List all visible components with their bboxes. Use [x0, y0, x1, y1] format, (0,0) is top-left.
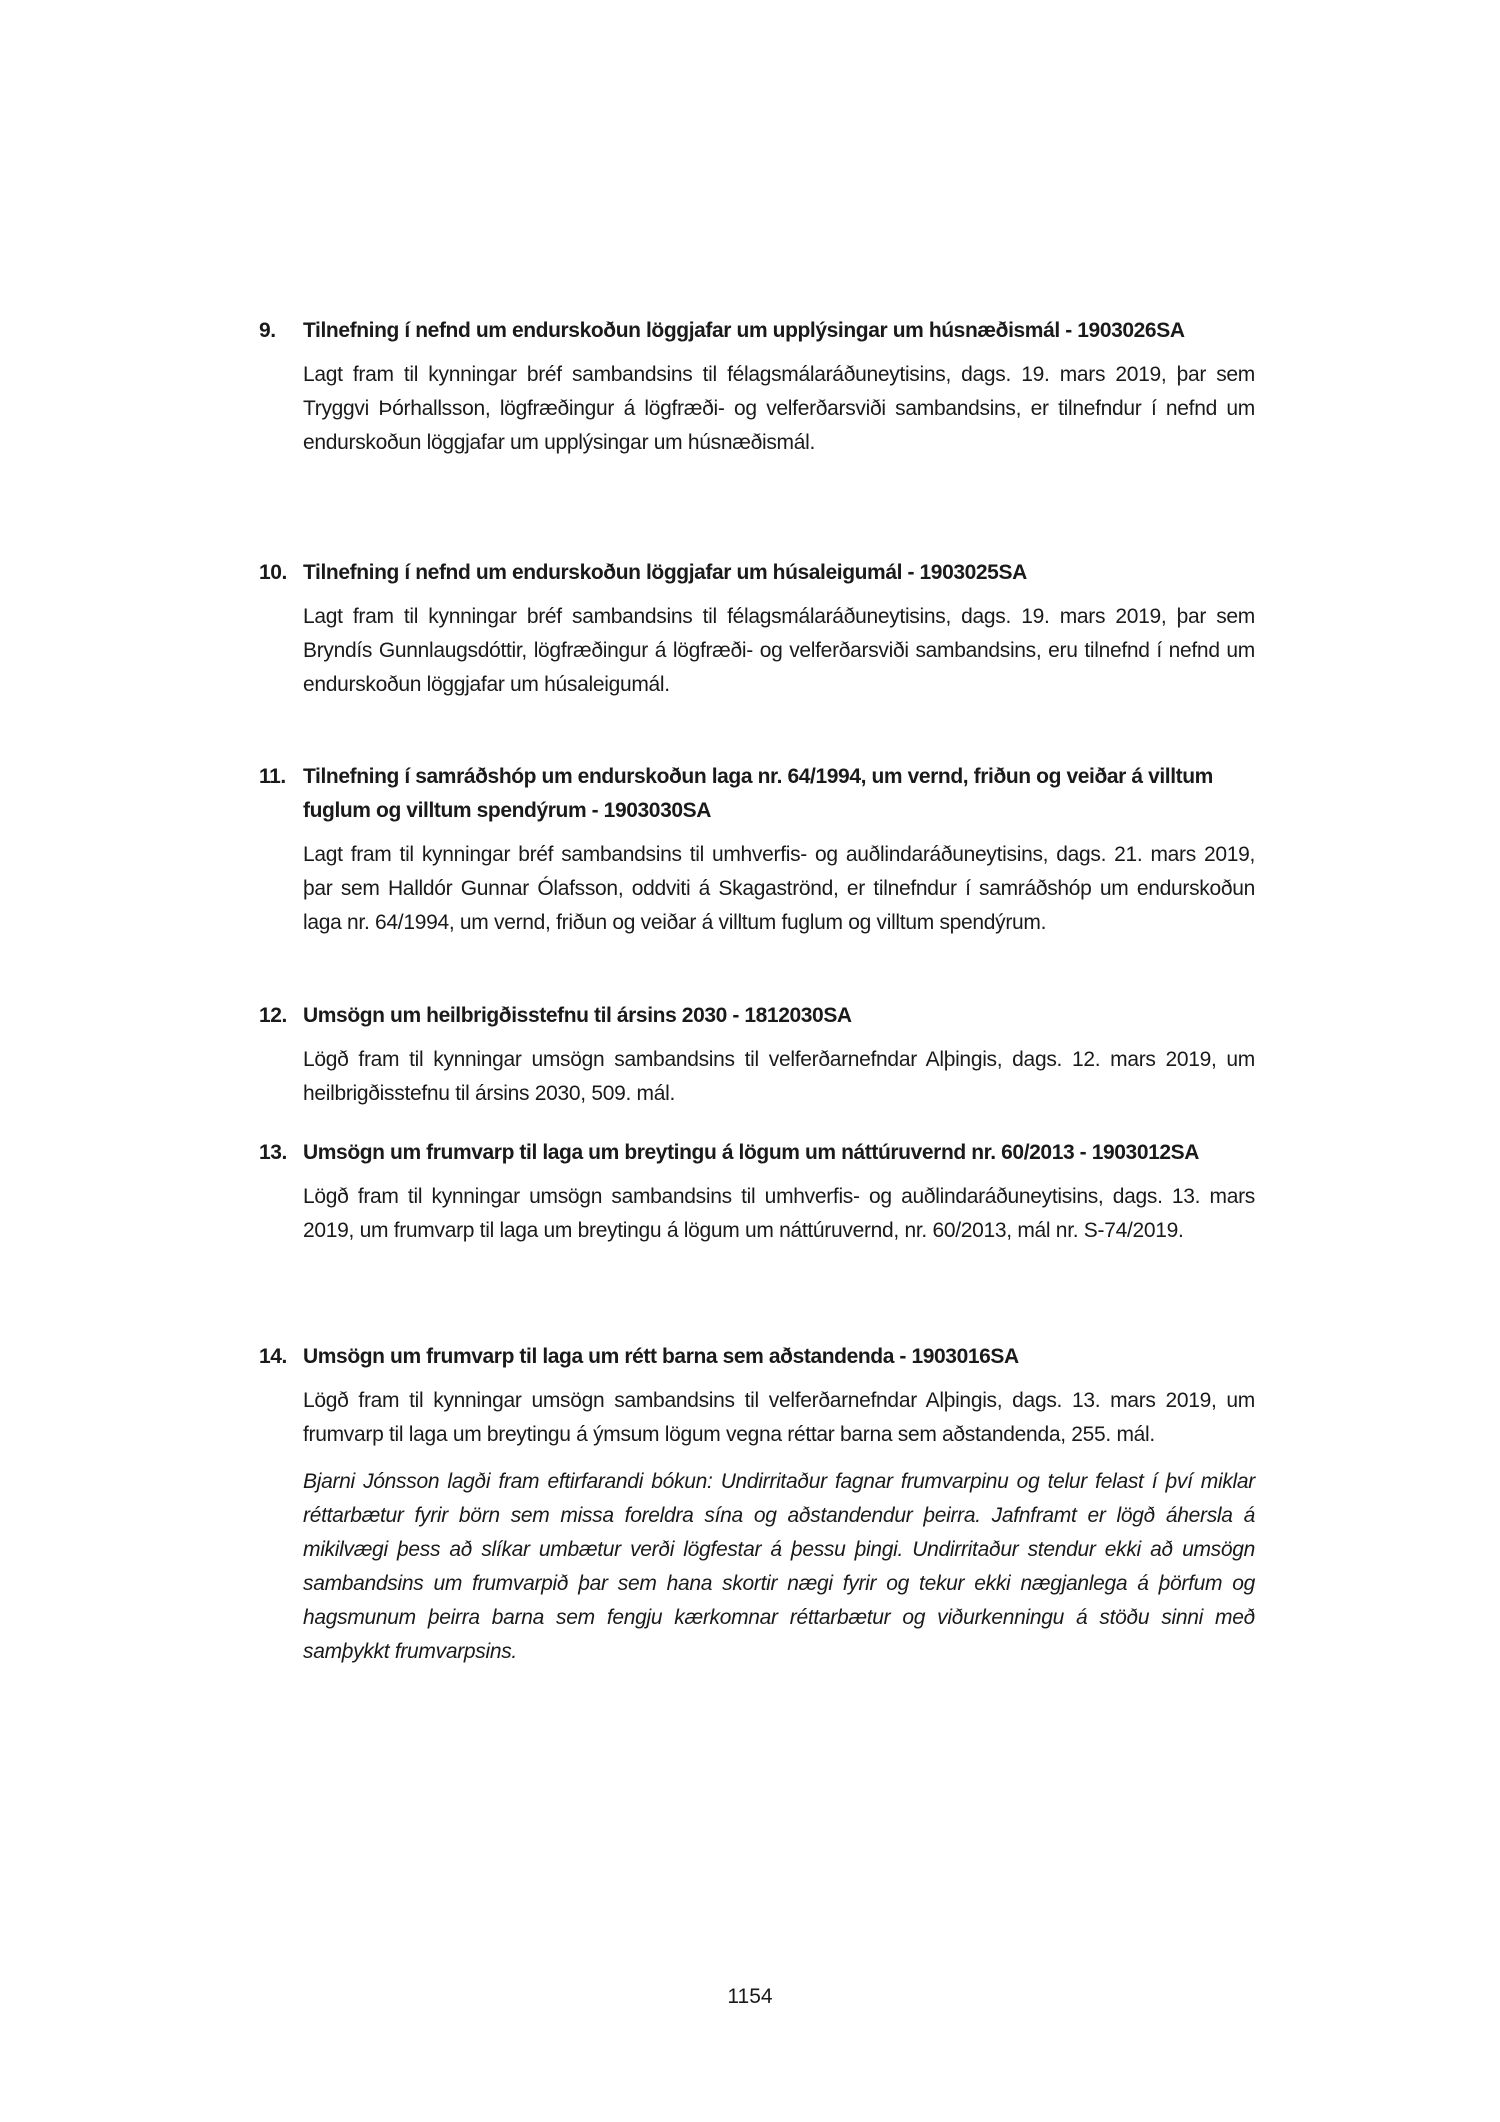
item-body: Lögð fram til kynningar umsögn sambandsins til velferðarnefndar Alþingis, dags. 12. mars 2019, um heilbrigðisstefnu til ársins 2030, 509. mál. — [303, 1048, 1255, 1105]
item-number: 10. — [259, 561, 287, 584]
item-title: Umsögn um frumvarp til laga um rétt barna sem aðstandenda - 1903016SA — [303, 1345, 1019, 1368]
agenda-item-11 — [259, 760, 1255, 940]
page-number: 1154 — [727, 1985, 773, 2008]
item-body: Lögð fram til kynningar umsögn sambandsins til velferðarnefndar Alþingis, dags. 13. mars 2019, um frumvarp til laga um breytingu á ýmsum lögum vegna réttar barna sem aðstandenda, 255. mál. — [303, 1389, 1255, 1446]
item-number: 13. — [259, 1141, 287, 1164]
item-body: Lagt fram til kynningar bréf sambandsins til umhverfis- og auðlindaráðuneytisins, dags. 21. mars 2019, þar sem Halldór Gunnar Ólafsson, oddviti á Skagaströnd, er tilnefndur í samráðshóp um endurskoðun laga nr. 64/1994, um vernd, friðun og veiðar á villtum fuglum og villtum spendýrum. — [303, 843, 1255, 934]
agenda-item-12 — [259, 999, 1255, 1111]
item-number: 11. — [259, 765, 286, 788]
item-protocol-note: Bjarni Jónsson lagði fram eftirfarandi bókun: Undirritaður fagnar frumvarpinu og telur felast í því miklar réttarbætur fyrir börn sem missa foreldra sína og aðstandendur þeirra. Jafnframt er lögð áhersla á mikilvægi þess að slíkar umbætur verði lögfestar á þessu þingi. Undirritaður stendur ekki að umsögn sambandsins um frumvarpið þar sem hana skortir nægi fyrir og tekur ekki nægjanlega á þörfum og hagsmunum þeirra barna sem fengju kærkomnar réttarbætur og viðurkenningu á stöðu sinni með samþykkt frumvarpsins. — [303, 1470, 1255, 1663]
agenda-item-13 — [259, 1136, 1255, 1248]
item-title: Tilnefning í samráðshóp um endurskoðun laga nr. 64/1994, um vernd, friðun og veiðar á villtum fuglum og villtum spendýrum - 1903030SA — [303, 765, 1213, 822]
item-number: 9. — [259, 319, 276, 342]
item-title: Umsögn um heilbrigðisstefnu til ársins 2030 - 1812030SA — [303, 1004, 852, 1027]
item-body: Lögð fram til kynningar umsögn sambandsins til umhverfis- og auðlindaráðuneytisins, dags. 13. mars 2019, um frumvarp til laga um breytingu á lögum um náttúruvernd, nr. 60/2013, mál nr. S-74/2019. — [303, 1185, 1255, 1242]
item-title: Tilnefning í nefnd um endurskoðun löggjafar um upplýsingar um húsnæðismál - 1903026SA — [303, 319, 1185, 342]
item-number: 12. — [259, 1004, 287, 1027]
item-title: Umsögn um frumvarp til laga um breytingu á lögum um náttúruvernd nr. 60/2013 - 1903012SA — [303, 1141, 1200, 1164]
agenda-item-14 — [259, 1340, 1255, 1669]
item-body: Lagt fram til kynningar bréf sambandsins til félagsmálaráðuneytisins, dags. 19. mars 2019, þar sem Bryndís Gunnlaugsdóttir, lögfræðingur á lögfræði- og velferðarsviði sambandsins, eru tilnefnd í nefnd um endurskoðun löggjafar um húsaleigumál. — [303, 605, 1255, 696]
item-title: Tilnefning í nefnd um endurskoðun löggjafar um húsaleigumál - 1903025SA — [303, 561, 1027, 584]
agenda-item-10 — [259, 556, 1255, 702]
item-body: Lagt fram til kynningar bréf sambandsins til félagsmálaráðuneytisins, dags. 19. mars 2019, þar sem Tryggvi Þórhallsson, lögfræðingur á lögfræði- og velferðarsviði sambandsins, er tilnefndur í nefnd um endurskoðun löggjafar um upplýsingar um húsnæðismál. — [303, 363, 1255, 454]
item-number: 14. — [259, 1345, 287, 1368]
agenda-item-9 — [259, 314, 1255, 460]
